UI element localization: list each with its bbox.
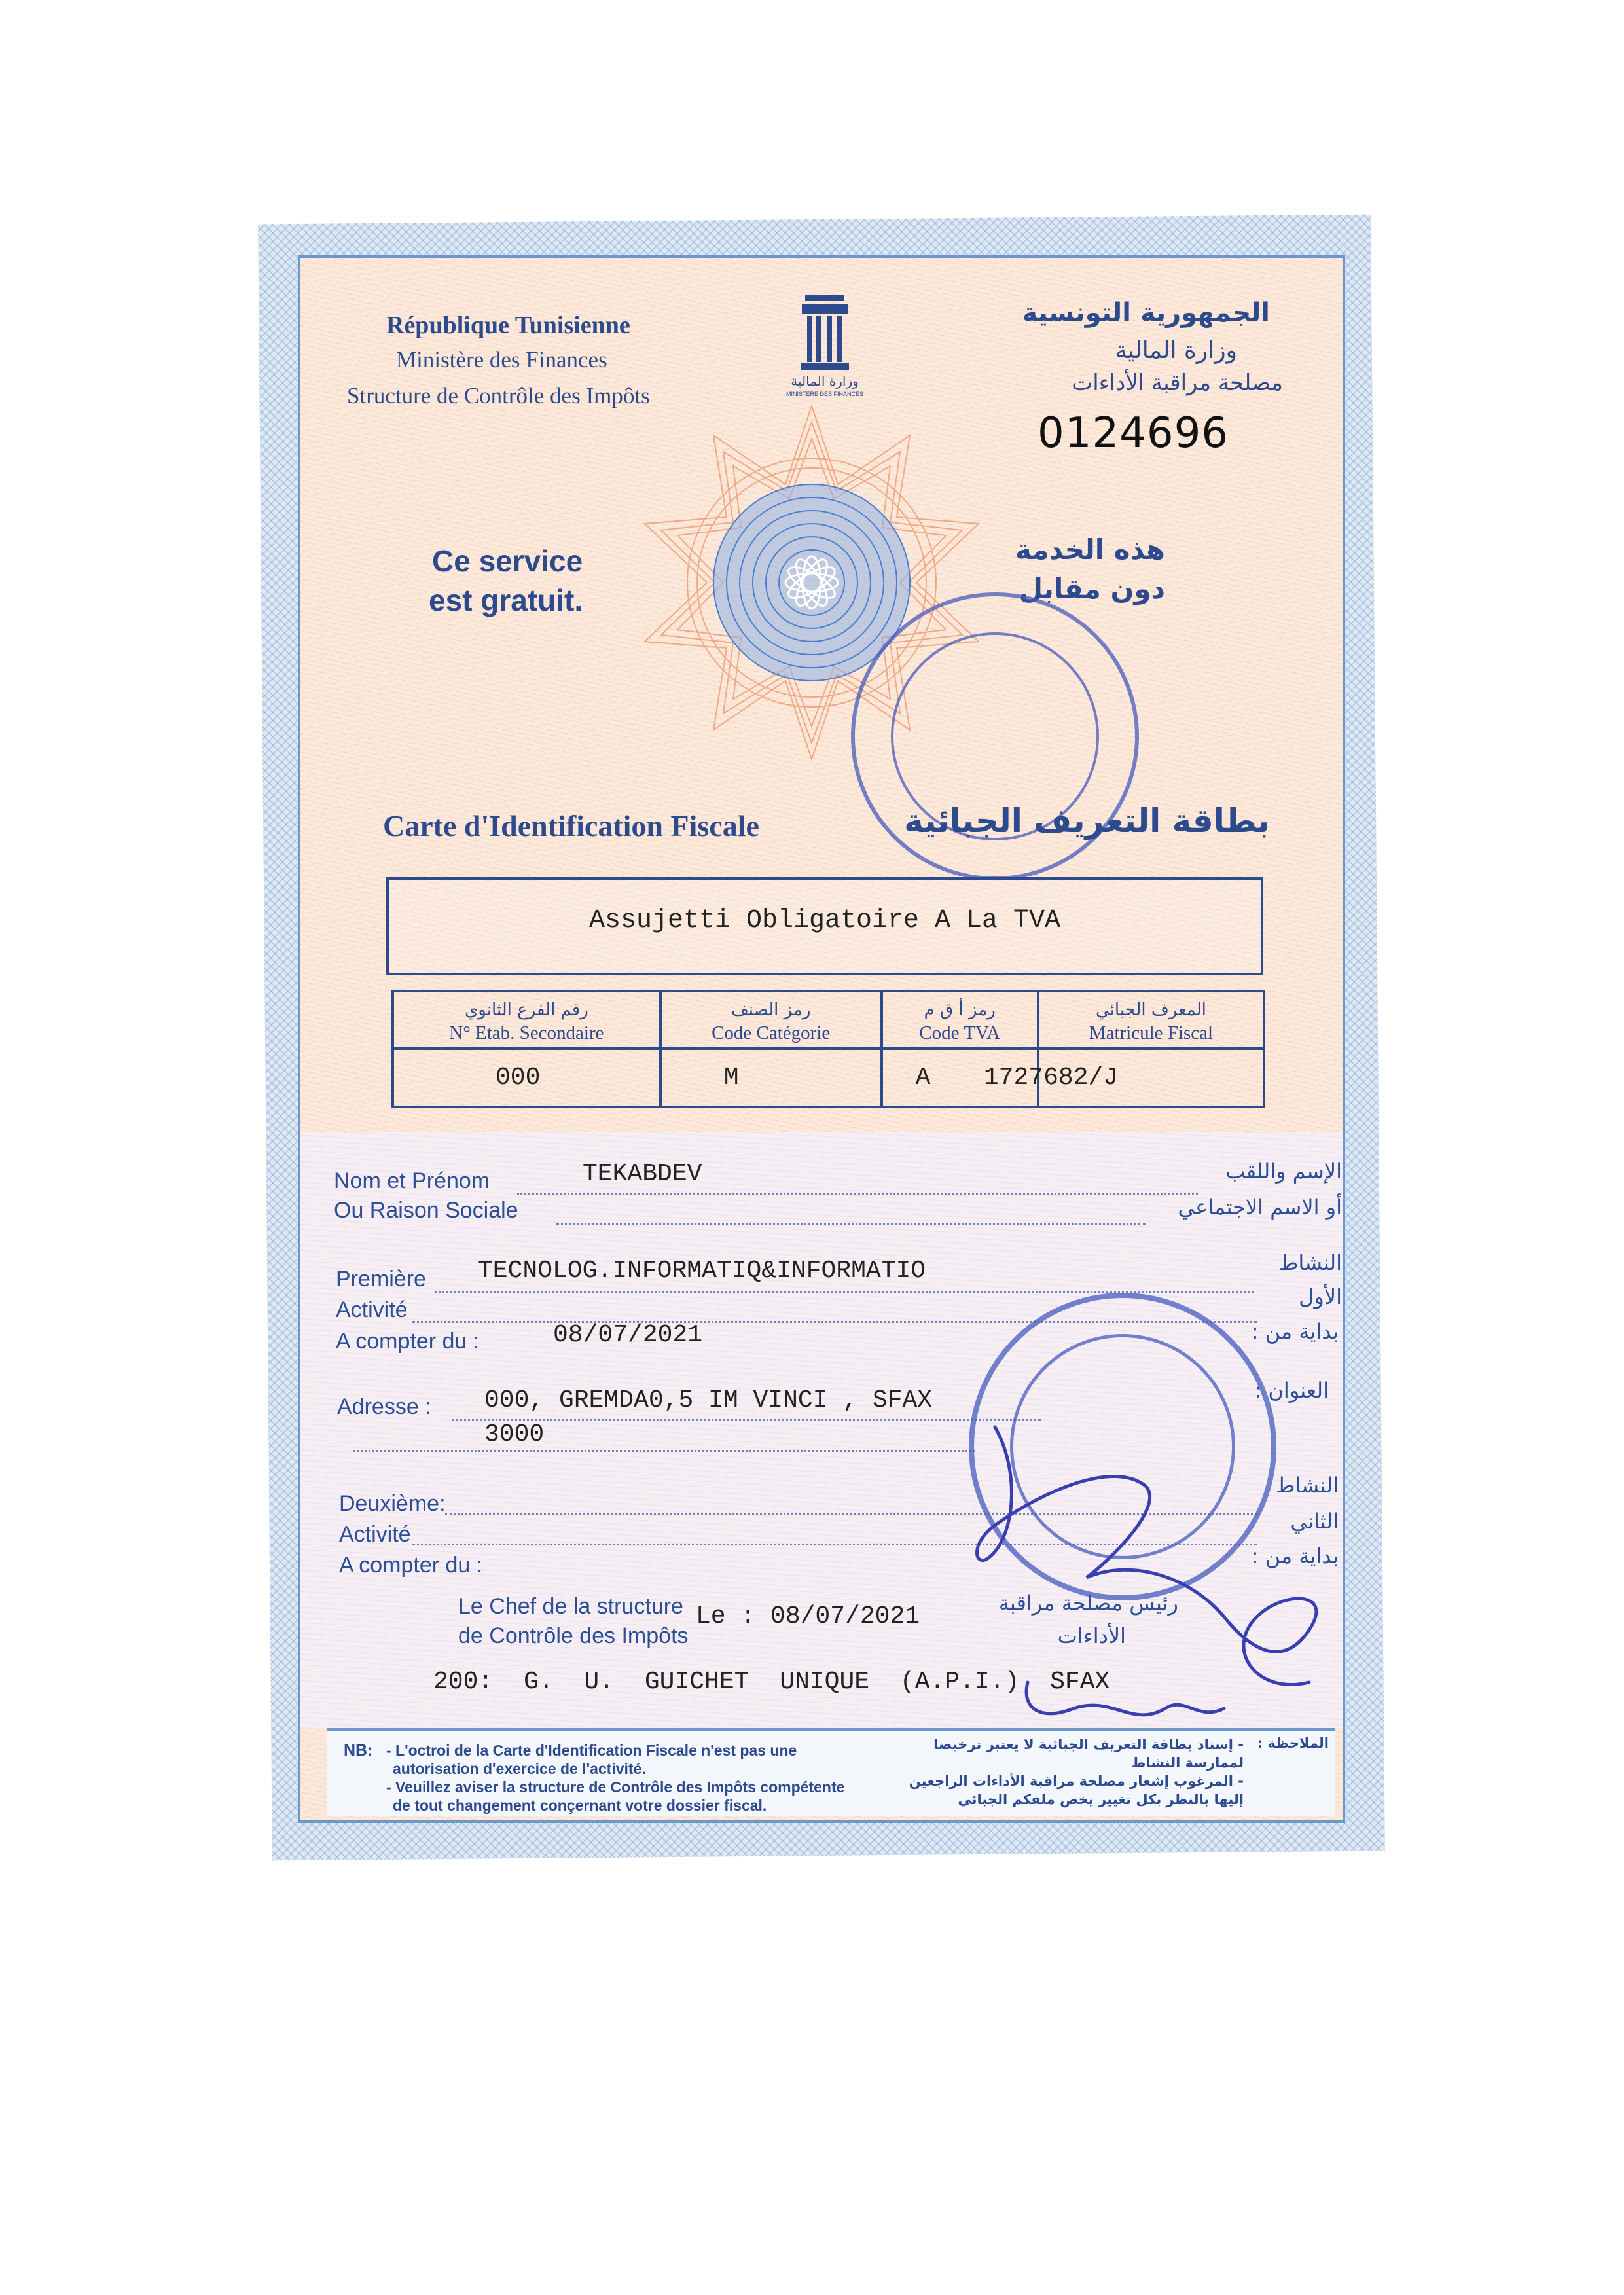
col-head-categorie-fr: Code Catégorie bbox=[712, 1022, 831, 1043]
col-head-categorie bbox=[660, 991, 882, 1049]
col-head-categorie-ar: رمز الصنف bbox=[731, 1000, 811, 1020]
act1-label-ar-3: بداية من : bbox=[1251, 1319, 1339, 1344]
logo-caption-fr: MINISTÈRE DES FINANCES bbox=[785, 391, 863, 397]
header-structure-fr: Structure de Contrôle des Impôts bbox=[347, 383, 650, 408]
col-head-etab-ar: رقم الفرع الثانوي bbox=[464, 1000, 588, 1020]
act1-label-fr-2: Activité bbox=[336, 1297, 408, 1322]
act2-label-ar-2: الثاني bbox=[1290, 1509, 1339, 1534]
notes-fr-4: de tout changement conçernant votre dossier fiscal. bbox=[393, 1797, 767, 1814]
signature-date: Le : 08/07/2021 bbox=[696, 1602, 920, 1631]
header-structure-ar: مصلحة مراقبة الأداءات bbox=[1072, 370, 1283, 396]
header-republic-fr: République Tunisienne bbox=[386, 312, 630, 339]
notes-fr-3: - Veuillez aviser la structure de Contrôle des Impôts compétente bbox=[386, 1779, 845, 1796]
handwritten-signature bbox=[916, 1342, 1362, 1748]
nom-label-ar-1: الإسم واللقب bbox=[1225, 1159, 1342, 1184]
service-free-fr-2: est gratuit. bbox=[429, 583, 583, 617]
issuing-office: 200: G. U. GUICHET UNIQUE (A.P.I.) SFAX bbox=[433, 1668, 1110, 1696]
chef-label-fr-2: de Contrôle des Impôts bbox=[458, 1623, 689, 1648]
header-ministry-ar: وزارة المالية bbox=[1115, 337, 1237, 364]
col-head-etab bbox=[393, 991, 660, 1049]
act1-label-fr-1: Première bbox=[336, 1267, 426, 1292]
header-republic-ar: الجمهورية التونسية bbox=[1022, 298, 1270, 328]
etab-value: 000 bbox=[393, 1049, 660, 1107]
col-head-matricule-fr: Matricule Fiscal bbox=[1089, 1022, 1214, 1043]
act1-label-ar-2: الأول bbox=[1299, 1284, 1342, 1309]
notes-ar-1: - إسناد بطاقة التعريف الجبائية لا يعتبر ترخيصا bbox=[933, 1737, 1244, 1752]
categorie-value: M bbox=[660, 1049, 882, 1107]
act2-label-fr-1: Deuxième: bbox=[339, 1491, 446, 1516]
service-free-ar-1: هذه الخدمة bbox=[1015, 533, 1165, 566]
act1-label-ar-1: النشاط bbox=[1278, 1250, 1342, 1275]
card-title-fr: Carte d'Identification Fiscale bbox=[383, 809, 759, 842]
notes-label-ar: الملاحظة : bbox=[1257, 1735, 1329, 1751]
col-head-etab-fr: N° Etab. Secondaire bbox=[449, 1022, 604, 1043]
act1-value: TECNOLOG.INFORMATIQ&INFORMATIO bbox=[478, 1257, 926, 1285]
act2-label-fr-3: A compter du : bbox=[339, 1553, 483, 1578]
tax-regime: Assujetti Obligatoire A La TVA bbox=[588, 906, 1061, 935]
card-title-ar: بطاقة التعريف الجبائية bbox=[904, 802, 1270, 840]
matricule-value: 1727682/J bbox=[983, 1049, 1208, 1107]
header-ministry-fr: Ministère des Finances bbox=[396, 347, 607, 372]
chef-label-ar-1: رئيس مصلحة مراقبة bbox=[998, 1591, 1178, 1616]
notes-ar-2: لممارسة النشاط bbox=[1131, 1755, 1244, 1771]
act2-label-ar-3: بداية من : bbox=[1251, 1544, 1339, 1568]
nom-label-ar-2: أو الاسم الاجتماعي bbox=[1178, 1195, 1342, 1220]
adresse-label-ar: العنوان : bbox=[1254, 1378, 1329, 1403]
notes-ar-4: إليها بالنظر بكل تغيير يخص ملفكم الجبائي bbox=[958, 1792, 1244, 1807]
logo-caption-ar: وزارة المالية bbox=[791, 373, 859, 389]
col-head-matricule-ar: المعرف الجبائي bbox=[1095, 1000, 1206, 1020]
col-head-matricule bbox=[1038, 991, 1264, 1049]
tva-value: A bbox=[882, 1049, 1038, 1107]
tax-regime-box bbox=[386, 877, 1263, 975]
act2-label-ar-1: النشاط bbox=[1275, 1473, 1339, 1498]
adresse-label-fr: Adresse : bbox=[337, 1394, 431, 1419]
notes-label-fr: NB: bbox=[344, 1741, 373, 1760]
serial-number: 0124696 bbox=[1038, 409, 1229, 458]
nom-label-fr-1: Nom et Prénom bbox=[334, 1168, 490, 1193]
chef-label-fr-1: Le Chef de la structure bbox=[458, 1594, 683, 1619]
col-head-tva bbox=[882, 991, 1038, 1049]
adresse-dotted-line-2 bbox=[353, 1450, 975, 1452]
notes-fr-1: - L'octroi de la Carte d'Identification Fiscale n'est pas une bbox=[386, 1742, 797, 1759]
nom-dotted-line-2 bbox=[556, 1223, 1146, 1225]
act2-label-fr-2: Activité bbox=[339, 1522, 411, 1547]
act1-label-fr-3: A compter du : bbox=[336, 1329, 480, 1354]
adresse-value-2: 3000 bbox=[484, 1420, 545, 1449]
act1-date: 08/07/2021 bbox=[553, 1321, 703, 1349]
col-head-tva-ar: رمز أ ق م bbox=[924, 1000, 996, 1020]
col-head-tva-fr: Code TVA bbox=[919, 1022, 1001, 1043]
nom-label-fr-2: Ou Raison Sociale bbox=[334, 1198, 518, 1223]
chef-label-ar-2: الأداءات bbox=[1057, 1623, 1126, 1648]
service-free-fr-1: Ce service bbox=[432, 544, 583, 578]
codes-table bbox=[391, 990, 1265, 1108]
nom-value: TEKABDEV bbox=[583, 1160, 702, 1188]
notes-ar-3: - المرغوب إشعار مصلحة مراقبة الأداءات الراجعين bbox=[909, 1773, 1244, 1789]
service-free-ar-2: دون مقابل bbox=[1019, 573, 1165, 605]
adresse-value-1: 000, GREMDA0,5 IM VINCI , SFAX bbox=[484, 1386, 933, 1415]
notes-fr-2: autorisation d'exercice de l'activité. bbox=[393, 1760, 646, 1777]
